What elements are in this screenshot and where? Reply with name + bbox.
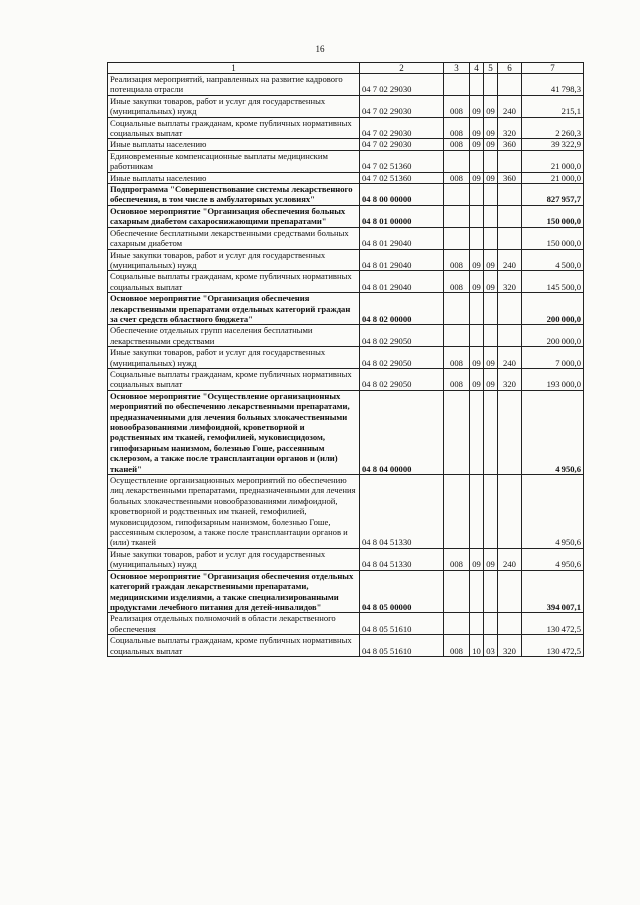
row-admin-code: 008 [444,635,470,657]
row-section: 10 [470,635,484,657]
row-subsection: 09 [484,271,498,293]
row-subsection: 09 [484,139,498,150]
row-name: Иные выплаты населению [108,172,360,183]
budget-table [107,62,584,657]
row-expense-type: 360 [498,139,522,150]
row-subsection: 09 [484,249,498,271]
table-row [108,184,584,206]
row-expense-type [498,570,522,613]
row-name: Реализация мероприятий, направленных на развитие кадрового потенциала отрасли [108,74,360,96]
row-expense-type [498,227,522,249]
row-admin-code: 008 [444,139,470,150]
table-row [108,139,584,150]
row-subsection [484,570,498,613]
row-expense-type [498,293,522,325]
row-expense-type [498,74,522,96]
row-section: 09 [470,172,484,183]
row-subsection [484,74,498,96]
row-expense-type: 320 [498,368,522,390]
table-row [108,390,584,474]
row-admin-code [444,475,470,549]
row-expense-type: 240 [498,548,522,570]
row-amount: 4 950,6 [522,475,584,549]
row-admin-code [444,325,470,347]
row-subsection: 09 [484,347,498,369]
row-code: 04 8 02 00000 [360,293,444,325]
table-row [108,368,584,390]
row-section [470,293,484,325]
table-row [108,271,584,293]
row-subsection: 09 [484,117,498,139]
row-name: Социальные выплаты гражданам, кроме публичных нормативных социальных выплат [108,271,360,293]
table-row [108,293,584,325]
row-expense-type: 320 [498,635,522,657]
row-admin-code: 008 [444,95,470,117]
row-amount: 130 472,5 [522,635,584,657]
row-section [470,184,484,206]
row-section: 09 [470,548,484,570]
row-amount: 394 007,1 [522,570,584,613]
row-section [470,205,484,227]
row-amount: 827 957,7 [522,184,584,206]
row-amount: 130 472,5 [522,613,584,635]
row-subsection [484,293,498,325]
row-admin-code [444,74,470,96]
row-amount: 39 322,9 [522,139,584,150]
table-row [108,249,584,271]
row-admin-code [444,570,470,613]
row-name: Осуществление организационных мероприятий по обеспечению лиц лекарственными препаратами, предназначенными для лечения больных злокачественными новообразованиями лимфоидной, кроветворной и родственных им тканей, гемофилией, муковисцидозом, гипофизарным нанизмом, болезнью Гоше, рассеянным склерозом, а также после трансплантации органов и (или) тканей [108,475,360,549]
row-section: 09 [470,271,484,293]
row-section: 09 [470,249,484,271]
row-amount: 21 000,0 [522,150,584,172]
row-amount: 200 000,0 [522,325,584,347]
row-name: Основное мероприятие "Осуществление организационных мероприятий по обеспечению лекарственными препаратами, предназначенными для лечения больных злокачественными новообразованиями лимфоидной, кроветворной и родственных им тканей, гемофилией, муковисцидозом, гипофизарным нанизмом, болезнью Гоше, рассеянным склерозом, а также после трансплантации органов и (или) тканей" [108,390,360,474]
row-section [470,74,484,96]
row-amount: 145 500,0 [522,271,584,293]
row-expense-type: 240 [498,347,522,369]
row-code: 04 8 01 29040 [360,249,444,271]
row-subsection: 09 [484,368,498,390]
row-subsection [484,325,498,347]
row-subsection: 09 [484,548,498,570]
row-admin-code: 008 [444,117,470,139]
row-expense-type [498,613,522,635]
row-expense-type: 240 [498,249,522,271]
row-expense-type: 360 [498,172,522,183]
row-name: Иные закупки товаров, работ и услуг для государственных (муниципальных) нужд [108,347,360,369]
row-code: 04 8 05 00000 [360,570,444,613]
table-row [108,150,584,172]
row-amount: 200 000,0 [522,293,584,325]
row-amount: 2 260,3 [522,117,584,139]
row-subsection: 03 [484,635,498,657]
table-row [108,570,584,613]
row-code: 04 8 02 29050 [360,368,444,390]
row-admin-code: 008 [444,368,470,390]
header-col-3: 3 [444,63,470,74]
row-name: Социальные выплаты гражданам, кроме публичных нормативных социальных выплат [108,117,360,139]
row-section [470,475,484,549]
row-code: 04 8 02 29050 [360,325,444,347]
row-code: 04 8 01 29040 [360,271,444,293]
row-admin-code: 008 [444,172,470,183]
row-name: Иные закупки товаров, работ и услуг для государственных (муниципальных) нужд [108,249,360,271]
row-code: 04 8 02 29050 [360,347,444,369]
row-subsection [484,184,498,206]
row-section: 09 [470,139,484,150]
row-name: Основное мероприятие "Организация обеспечения лекарственными препаратами отдельных категорий граждан за счет средств областного бюджета" [108,293,360,325]
row-expense-type [498,205,522,227]
row-expense-type: 320 [498,117,522,139]
row-code: 04 7 02 51360 [360,150,444,172]
row-name: Иные закупки товаров, работ и услуг для государственных (муниципальных) нужд [108,95,360,117]
row-expense-type: 240 [498,95,522,117]
row-code: 04 8 04 51330 [360,548,444,570]
row-name: Обеспечение отдельных групп населения бесплатными лекарственными средствами [108,325,360,347]
row-expense-type: 320 [498,271,522,293]
row-code: 04 7 02 29030 [360,117,444,139]
header-col-7: 7 [522,63,584,74]
header-col-2: 2 [360,63,444,74]
row-amount: 7 000,0 [522,347,584,369]
table-row [108,325,584,347]
row-admin-code [444,613,470,635]
table-row [108,95,584,117]
row-admin-code: 008 [444,271,470,293]
row-name: Основное мероприятие "Организация обеспечения отдельных категорий граждан лекарственными препаратами, медицинскими изделиями, а также специализированными продуктами лечебного питания для детей-инвалидов" [108,570,360,613]
row-admin-code [444,205,470,227]
row-amount: 4 950,6 [522,548,584,570]
header-col-4: 4 [470,63,484,74]
row-subsection [484,227,498,249]
table-row [108,548,584,570]
row-name: Реализация отдельных полномочий в области лекарственного обеспечения [108,613,360,635]
row-code: 04 8 05 51610 [360,635,444,657]
header-col-1: 1 [108,63,360,74]
table-row [108,475,584,549]
row-subsection [484,150,498,172]
row-code: 04 7 02 29030 [360,74,444,96]
row-amount: 150 000,0 [522,227,584,249]
row-section [470,325,484,347]
row-expense-type [498,475,522,549]
row-code: 04 7 02 51360 [360,172,444,183]
table-row [108,635,584,657]
row-code: 04 7 02 29030 [360,95,444,117]
header-col-6: 6 [498,63,522,74]
row-section [470,150,484,172]
row-subsection: 09 [484,95,498,117]
row-expense-type [498,325,522,347]
row-admin-code [444,390,470,474]
row-admin-code: 008 [444,347,470,369]
row-expense-type [498,150,522,172]
table-row [108,172,584,183]
row-admin-code [444,227,470,249]
row-code: 04 8 01 29040 [360,227,444,249]
table-header-row [108,63,584,74]
row-amount: 41 798,3 [522,74,584,96]
row-admin-code [444,150,470,172]
row-admin-code: 008 [444,548,470,570]
row-name: Подпрограмма "Совершенствование системы лекарственного обеспечения, в том числе в амбулаторных условиях" [108,184,360,206]
row-name: Основное мероприятие "Организация обеспечения больных сахарным диабетом сахароснижающими препаратами" [108,205,360,227]
row-section [470,390,484,474]
row-subsection [484,390,498,474]
row-amount: 215,1 [522,95,584,117]
table-row [108,347,584,369]
row-admin-code: 008 [444,249,470,271]
table-row [108,613,584,635]
row-section: 09 [470,117,484,139]
table-row [108,117,584,139]
row-admin-code [444,184,470,206]
header-col-5: 5 [484,63,498,74]
row-code: 04 8 05 51610 [360,613,444,635]
row-section [470,570,484,613]
row-code: 04 8 00 00000 [360,184,444,206]
row-expense-type [498,390,522,474]
row-expense-type [498,184,522,206]
row-amount: 4 500,0 [522,249,584,271]
row-amount: 150 000,0 [522,205,584,227]
row-name: Социальные выплаты гражданам, кроме публичных нормативных социальных выплат [108,368,360,390]
row-name: Обеспечение бесплатными лекарственными средствами больных сахарным диабетом [108,227,360,249]
row-code: 04 8 04 51330 [360,475,444,549]
row-code: 04 8 04 00000 [360,390,444,474]
row-subsection [484,613,498,635]
row-section: 09 [470,368,484,390]
row-subsection [484,475,498,549]
table-row [108,74,584,96]
row-name: Социальные выплаты гражданам, кроме публичных нормативных социальных выплат [108,635,360,657]
row-code: 04 7 02 29030 [360,139,444,150]
row-name: Иные выплаты населению [108,139,360,150]
row-amount: 4 950,6 [522,390,584,474]
row-amount: 193 000,0 [522,368,584,390]
table-row [108,205,584,227]
row-section [470,227,484,249]
row-name: Единовременные компенсационные выплаты медицинским работникам [108,150,360,172]
table-row [108,227,584,249]
page-number: 16 [315,44,325,54]
row-subsection [484,205,498,227]
row-section: 09 [470,347,484,369]
row-amount: 21 000,0 [522,172,584,183]
row-admin-code [444,293,470,325]
row-section: 09 [470,95,484,117]
row-code: 04 8 01 00000 [360,205,444,227]
row-subsection: 09 [484,172,498,183]
row-section [470,613,484,635]
row-name: Иные закупки товаров, работ и услуг для государственных (муниципальных) нужд [108,548,360,570]
